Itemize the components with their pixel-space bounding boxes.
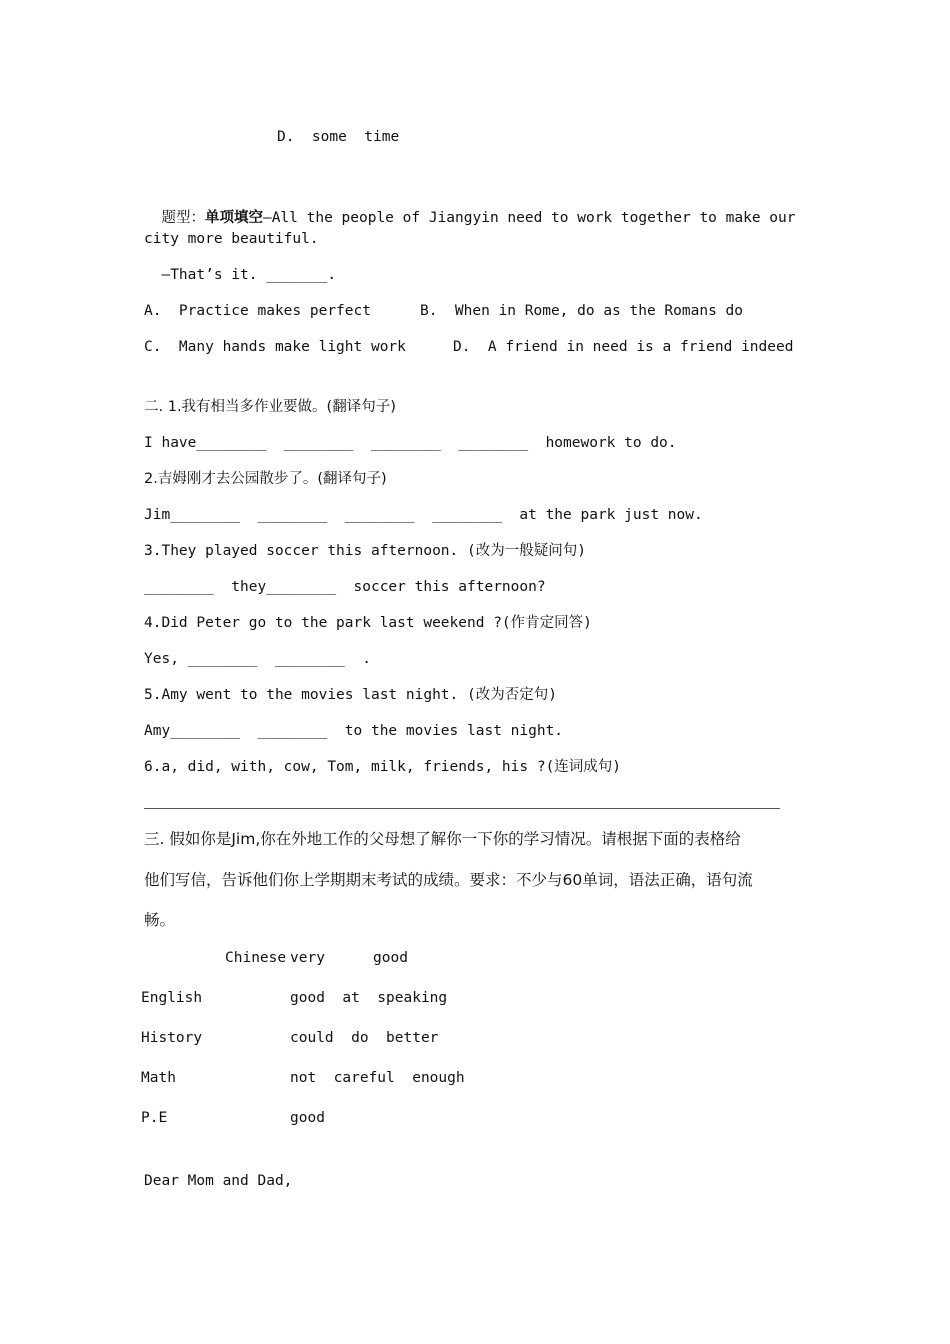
table-subject-history: History bbox=[141, 1030, 203, 1046]
option-d-top: D. some time bbox=[277, 129, 400, 145]
table-subject-math: Math bbox=[141, 1070, 176, 1086]
question-response-line: —That’s it. _______. bbox=[144, 267, 337, 283]
s3-intro-line2: 他们写信，告诉他们你上学期期末考试的成绩。要求：不少与60单词，语法正确，语句流 bbox=[144, 871, 753, 889]
question-stem-line1 bbox=[144, 188, 795, 228]
s3-intro-line3: 畅。 bbox=[144, 911, 176, 929]
table-subject-chinese: Chinese bbox=[225, 950, 287, 966]
option-d: D. A friend in need is a friend indeed bbox=[453, 339, 794, 355]
s2-item5-prompt: 5.Amy went to the movies last night. (改为否定句) bbox=[144, 687, 557, 703]
table-comment-math: not careful enough bbox=[290, 1070, 465, 1086]
option-b: B. When in Rome, do as the Romans do bbox=[420, 303, 744, 319]
question-type-label: 题型： bbox=[161, 210, 205, 226]
s2-item2-prompt: 2.吉姆刚才去公园散步了。(翻译句子) bbox=[144, 471, 387, 487]
s2-item3-answer: ________ they________ soccer this afternoon? bbox=[144, 579, 546, 595]
s2-item1-answer: I have________ ________ ________ ________ homework to do. bbox=[144, 435, 677, 451]
letter-greeting: Dear Mom and Dad, bbox=[144, 1173, 293, 1189]
question-stem-line2: city more beautiful. bbox=[144, 231, 319, 247]
s2-item2-answer: Jim________ ________ ________ ________ at the park just now. bbox=[144, 507, 703, 523]
answer-line bbox=[144, 808, 780, 809]
s2-item4-prompt: 4.Did Peter go to the park last weekend ?(作肯定同答) bbox=[144, 615, 592, 631]
question-type-name: 单项填空 bbox=[204, 210, 263, 226]
s2-item6-prompt: 6.a, did, with, cow, Tom, milk, friends, his ?(连词成句) bbox=[144, 759, 622, 775]
table-comment-chinese-b: good bbox=[373, 950, 408, 966]
table-subject-pe: P.E bbox=[141, 1110, 168, 1126]
s2-item5-answer: Amy________ ________ to the movies last night. bbox=[144, 723, 564, 739]
option-c: C. Many hands make light work bbox=[144, 339, 406, 355]
s2-item4-answer: Yes, ________ ________ . bbox=[144, 651, 371, 667]
table-comment-pe: good bbox=[290, 1110, 325, 1126]
option-a: A. Practice makes perfect bbox=[144, 303, 371, 319]
question-stem-text: —All the people of Jiangyin need to work together to make our bbox=[262, 210, 796, 226]
table-comment-english: good at speaking bbox=[290, 990, 448, 1006]
s2-item3-prompt: 3.They played soccer this afternoon. (改为一般疑问句) bbox=[144, 543, 586, 559]
s3-intro-line1: 三. 假如你是Jim,你在外地工作的父母想了解你一下你的学习情况。请根据下面的表格给 bbox=[144, 830, 741, 848]
table-subject-english: English bbox=[141, 990, 203, 1006]
s2-item1-prompt: 二. 1.我有相当多作业要做。(翻译句子) bbox=[144, 399, 396, 415]
table-comment-chinese-a: very bbox=[290, 950, 325, 966]
table-comment-history: could do better bbox=[290, 1030, 439, 1046]
